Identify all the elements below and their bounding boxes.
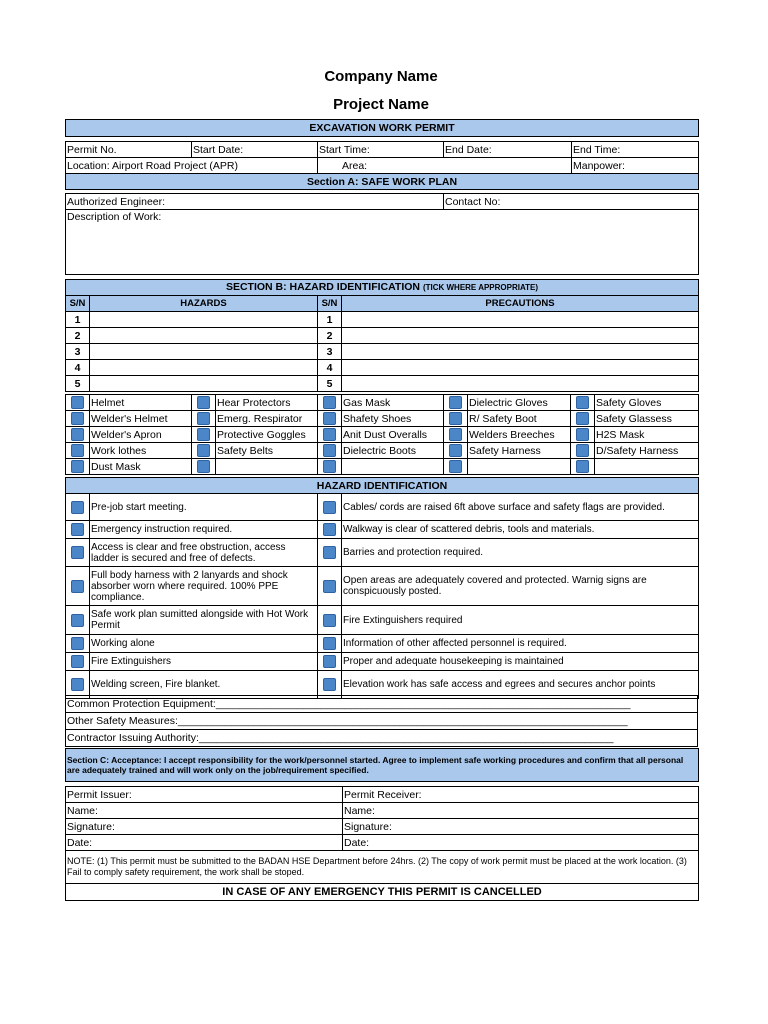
table-row: 1 1 xyxy=(66,312,699,328)
description-field[interactable]: Description of Work: xyxy=(66,210,699,275)
checklist-checkbox-cell[interactable] xyxy=(318,521,342,539)
ppe-label xyxy=(595,459,699,475)
checklist-checkbox-cell[interactable] xyxy=(318,494,342,521)
checklist-row xyxy=(66,653,699,671)
checklist-checkbox-cell[interactable] xyxy=(318,653,342,671)
contact-no-field[interactable]: Contact No: xyxy=(444,194,699,210)
col-sn-2: S/N xyxy=(318,296,342,312)
precaution-cell[interactable] xyxy=(342,376,699,392)
checkbox-icon[interactable] xyxy=(323,678,336,691)
measures-table xyxy=(65,695,698,747)
col-precautions: PRECAUTIONS xyxy=(342,296,699,312)
checklist-row xyxy=(66,539,699,567)
ppe-checkbox-cell[interactable] xyxy=(444,427,468,443)
ppe-table xyxy=(65,394,699,475)
area-field[interactable] xyxy=(318,158,572,174)
table-row: 5 5 xyxy=(66,376,699,392)
checklist-item-right: Fire Extinguishers required xyxy=(342,606,699,635)
checkbox-icon[interactable] xyxy=(449,428,462,441)
hazard-cell[interactable] xyxy=(90,344,318,360)
other-safety-field[interactable]: Other Safety Measures:_____________________________________________________________________________ xyxy=(66,713,698,730)
ppe-checkbox-cell[interactable] xyxy=(192,395,216,411)
checkbox-icon[interactable] xyxy=(323,428,336,441)
checkbox-icon[interactable] xyxy=(197,412,210,425)
ppe-checkbox-cell[interactable] xyxy=(318,427,342,443)
hazard-identification-title: HAZARD IDENTIFICATION xyxy=(66,478,699,494)
checklist-checkbox-cell[interactable] xyxy=(318,606,342,635)
table-row: 4 4 xyxy=(66,360,699,376)
ppe-label: Welder's Apron xyxy=(90,427,192,443)
checklist-checkbox-cell[interactable] xyxy=(66,653,90,671)
checklist-row xyxy=(66,521,699,539)
checklist-item-left: Safe work plan sumitted alongside with Hot Work Permit xyxy=(90,606,318,635)
ppe-checkbox-cell[interactable] xyxy=(444,395,468,411)
checkbox-icon[interactable] xyxy=(71,412,84,425)
checkbox-icon[interactable] xyxy=(323,501,336,514)
checklist-checkbox-cell[interactable] xyxy=(66,606,90,635)
col-hazards: HAZARDS xyxy=(90,296,318,312)
checkbox-icon[interactable] xyxy=(449,460,462,473)
checkbox-icon[interactable] xyxy=(323,655,336,668)
checkbox-icon[interactable] xyxy=(323,637,336,650)
checklist-item-left: Pre-job start meeting. xyxy=(90,494,318,521)
checkbox-icon[interactable] xyxy=(323,444,336,457)
ppe-checkbox-cell[interactable] xyxy=(571,443,595,459)
note-text: NOTE: (1) This permit must be submitted to the BADAN HSE Department before 24hrs. (2) The copy of work permit must be placed at the work location. (3) Fail to comply safety requirement, the work shall be stoped. xyxy=(66,851,699,884)
checkbox-icon[interactable] xyxy=(71,546,84,559)
section-b-note: (TICK WHERE APPROPRIATE) xyxy=(422,283,539,292)
checkbox-icon[interactable] xyxy=(323,396,336,409)
ppe-checkbox-cell[interactable] xyxy=(192,411,216,427)
ppe-checkbox-cell[interactable] xyxy=(66,443,90,459)
permit-no-field[interactable]: Permit No. xyxy=(66,142,192,158)
ppe-checkbox-cell[interactable] xyxy=(192,459,216,475)
ppe-checkbox-cell[interactable] xyxy=(571,411,595,427)
ppe-checkbox-cell[interactable] xyxy=(444,459,468,475)
checkbox-icon[interactable] xyxy=(576,428,589,441)
checkbox-icon[interactable] xyxy=(71,655,84,668)
checklist-item-right: Cables/ cords are raised 6ft above surface and safety flags are provided. xyxy=(342,494,699,521)
common-protection-field[interactable]: Common Protection Equipment:_______________________________________________________________________ xyxy=(66,696,698,713)
checkbox-icon[interactable] xyxy=(71,523,84,536)
hazard-checklist-table xyxy=(65,477,699,699)
area-label: Area: xyxy=(342,159,368,172)
checkbox-icon[interactable] xyxy=(323,580,336,593)
section-b-title-text: SECTION B: HAZARD IDENTIFICATION xyxy=(225,281,421,293)
manpower-field[interactable]: Manpower: xyxy=(572,158,699,174)
checkbox-icon[interactable] xyxy=(323,523,336,536)
checkbox-icon[interactable] xyxy=(323,412,336,425)
ppe-label: R/ Safety Boot xyxy=(468,411,571,427)
checkbox-icon[interactable] xyxy=(71,501,84,514)
issuer-name-field[interactable]: Name: xyxy=(66,803,343,819)
location-field[interactable]: Location: Airport Road Project (APR) xyxy=(66,158,318,174)
checkbox-icon[interactable] xyxy=(71,580,84,593)
ppe-label: Safety Glassess xyxy=(595,411,699,427)
checklist-row xyxy=(66,635,699,653)
ppe-label: Emerg. Respirator xyxy=(216,411,318,427)
ppe-checkbox-cell[interactable] xyxy=(192,427,216,443)
table-row: 3 3 xyxy=(66,344,699,360)
checkbox-icon[interactable] xyxy=(197,396,210,409)
ppe-checkbox-cell[interactable] xyxy=(444,443,468,459)
checklist-item-left: Fire Extinguishers xyxy=(90,653,318,671)
ppe-row xyxy=(66,411,699,427)
receiver-signature-field[interactable]: Signature: xyxy=(343,819,699,835)
checkbox-icon[interactable] xyxy=(71,460,84,473)
checklist-item-left: Emergency instruction required. xyxy=(90,521,318,539)
ppe-label: Safety Gloves xyxy=(595,395,699,411)
checkbox-icon[interactable] xyxy=(71,444,84,457)
ppe-label: Shafety Shoes xyxy=(342,411,444,427)
ppe-label: Protective Goggles xyxy=(216,427,318,443)
checkbox-icon[interactable] xyxy=(449,412,462,425)
ppe-label: Dielectric Gloves xyxy=(468,395,571,411)
precaution-cell[interactable] xyxy=(342,360,699,376)
checkbox-icon[interactable] xyxy=(197,428,210,441)
checklist-row xyxy=(66,606,699,635)
hazard-table xyxy=(65,279,699,392)
ppe-checkbox-cell[interactable] xyxy=(66,411,90,427)
checklist-checkbox-cell[interactable] xyxy=(318,567,342,606)
receiver-name-field[interactable]: Name: xyxy=(343,803,699,819)
checkbox-icon[interactable] xyxy=(323,546,336,559)
checklist-row xyxy=(66,494,699,521)
ppe-label: Gas Mask xyxy=(342,395,444,411)
checkbox-icon[interactable] xyxy=(449,396,462,409)
ppe-checkbox-cell[interactable] xyxy=(571,427,595,443)
section-c-table xyxy=(65,748,699,901)
ppe-label: Safety Belts xyxy=(216,443,318,459)
end-time-field[interactable]: End Time: xyxy=(572,142,699,158)
authorized-engineer-field[interactable]: Authorized Engineer: xyxy=(66,194,444,210)
checkbox-icon[interactable] xyxy=(71,428,84,441)
ppe-checkbox-cell[interactable] xyxy=(318,395,342,411)
ppe-checkbox-cell[interactable] xyxy=(318,443,342,459)
checklist-item-right: Open areas are adequately covered and protected. Warnig signs are conspicuously posted. xyxy=(342,567,699,606)
checklist-item-right: Barries and protection required. xyxy=(342,539,699,567)
hazard-cell[interactable] xyxy=(90,328,318,344)
ppe-label xyxy=(468,459,571,475)
checklist-row xyxy=(66,567,699,606)
ppe-row xyxy=(66,427,699,443)
checklist-checkbox-cell[interactable] xyxy=(66,521,90,539)
checklist-item-right: Information of other affected personnel is required. xyxy=(342,635,699,653)
contractor-authority-field[interactable]: Contractor Issuing Authority:_______________________________________________________________________ xyxy=(66,730,698,747)
ppe-label: H2S Mask xyxy=(595,427,699,443)
checklist-item-left: Welding screen, Fire blanket. xyxy=(90,671,318,699)
checkbox-icon[interactable] xyxy=(71,637,84,650)
ppe-checkbox-cell[interactable] xyxy=(192,443,216,459)
permit-receiver-label: Permit Receiver: xyxy=(343,787,699,803)
precaution-cell[interactable] xyxy=(342,328,699,344)
col-sn: S/N xyxy=(66,296,90,312)
ppe-checkbox-cell[interactable] xyxy=(571,459,595,475)
hazard-cell[interactable] xyxy=(90,312,318,328)
section-a-title: Section A: SAFE WORK PLAN xyxy=(66,174,699,190)
checklist-item-left: Full body harness with 2 lanyards and shock absorber worn where required. 100% PPE compliance. xyxy=(90,567,318,606)
ppe-checkbox-cell[interactable] xyxy=(444,411,468,427)
hazard-cell[interactable] xyxy=(90,360,318,376)
ppe-label xyxy=(342,459,444,475)
ppe-label: Welder's Helmet xyxy=(90,411,192,427)
checklist-checkbox-cell[interactable] xyxy=(66,635,90,653)
checkbox-icon[interactable] xyxy=(576,460,589,473)
precaution-cell[interactable] xyxy=(342,344,699,360)
permit-issuer-label: Permit Issuer: xyxy=(66,787,343,803)
permit-title: EXCAVATION WORK PERMIT xyxy=(66,120,699,137)
ppe-checkbox-cell[interactable] xyxy=(571,395,595,411)
ppe-checkbox-cell[interactable] xyxy=(66,459,90,475)
ppe-label: Anit Dust Overalls xyxy=(342,427,444,443)
checklist-checkbox-cell[interactable] xyxy=(66,494,90,521)
permit-info-table xyxy=(65,119,699,275)
ppe-checkbox-cell[interactable] xyxy=(318,411,342,427)
ppe-label: Dust Mask xyxy=(90,459,192,475)
checkbox-icon[interactable] xyxy=(576,444,589,457)
ppe-label: Welders Breeches xyxy=(468,427,571,443)
ppe-checkbox-cell[interactable] xyxy=(66,395,90,411)
ppe-label: D/Safety Harness xyxy=(595,443,699,459)
checklist-item-right: Elevation work has safe access and egrees and secures anchor points xyxy=(342,671,699,699)
ppe-row xyxy=(66,459,699,475)
hazard-cell[interactable] xyxy=(90,376,318,392)
checkbox-icon[interactable] xyxy=(576,396,589,409)
precaution-cell[interactable] xyxy=(342,312,699,328)
start-date-field[interactable]: Start Date: xyxy=(192,142,318,158)
ppe-checkbox-cell[interactable] xyxy=(318,459,342,475)
checkbox-icon[interactable] xyxy=(323,460,336,473)
checkbox-icon[interactable] xyxy=(71,614,84,627)
checklist-item-left: Working alone xyxy=(90,635,318,653)
end-date-field[interactable]: End Date: xyxy=(444,142,572,158)
ppe-row xyxy=(66,395,699,411)
start-time-field[interactable]: Start Time: xyxy=(318,142,444,158)
ppe-label: Helmet xyxy=(90,395,192,411)
checkbox-icon[interactable] xyxy=(576,412,589,425)
checklist-item-right: Proper and adequate housekeeping is maintained xyxy=(342,653,699,671)
table-row: 2 2 xyxy=(66,328,699,344)
section-b-title xyxy=(66,280,699,296)
footer-text: IN CASE OF ANY EMERGENCY THIS PERMIT IS CANCELLED xyxy=(66,884,699,901)
company-name: Company Name xyxy=(324,68,438,85)
checkbox-icon[interactable] xyxy=(449,444,462,457)
checklist-item-right: Walkway is clear of scattered debris, tools and materials. xyxy=(342,521,699,539)
ppe-label: Safety Harness xyxy=(468,443,571,459)
issuer-date-field[interactable]: Date: xyxy=(66,835,343,851)
checkbox-icon[interactable] xyxy=(197,444,210,457)
ppe-label: Work lothes xyxy=(90,443,192,459)
checkbox-icon[interactable] xyxy=(323,614,336,627)
ppe-row xyxy=(66,443,699,459)
receiver-date-field[interactable]: Date: xyxy=(343,835,699,851)
checkbox-icon[interactable] xyxy=(71,396,84,409)
ppe-label: Dielectric Boots xyxy=(342,443,444,459)
section-c-text: Section C: Acceptance: I accept responsibility for the work/personnel started. Agree to implement safe working procedures and confirm that all personal are adequately trained and will work only on the job/requirement specified. xyxy=(66,749,699,782)
issuer-signature-field[interactable]: Signature: xyxy=(66,819,343,835)
checklist-checkbox-cell[interactable] xyxy=(318,539,342,567)
checkbox-icon[interactable] xyxy=(71,678,84,691)
ppe-label xyxy=(216,459,318,475)
ppe-checkbox-cell[interactable] xyxy=(66,427,90,443)
ppe-label: Hear Protectors xyxy=(216,395,318,411)
checkbox-icon[interactable] xyxy=(197,460,210,473)
checklist-checkbox-cell[interactable] xyxy=(66,567,90,606)
checklist-checkbox-cell[interactable] xyxy=(318,635,342,653)
checklist-checkbox-cell[interactable] xyxy=(66,539,90,567)
checklist-item-left: Access is clear and free obstruction, access ladder is secured and free of defects. xyxy=(90,539,318,567)
project-name: Project Name xyxy=(333,96,429,113)
